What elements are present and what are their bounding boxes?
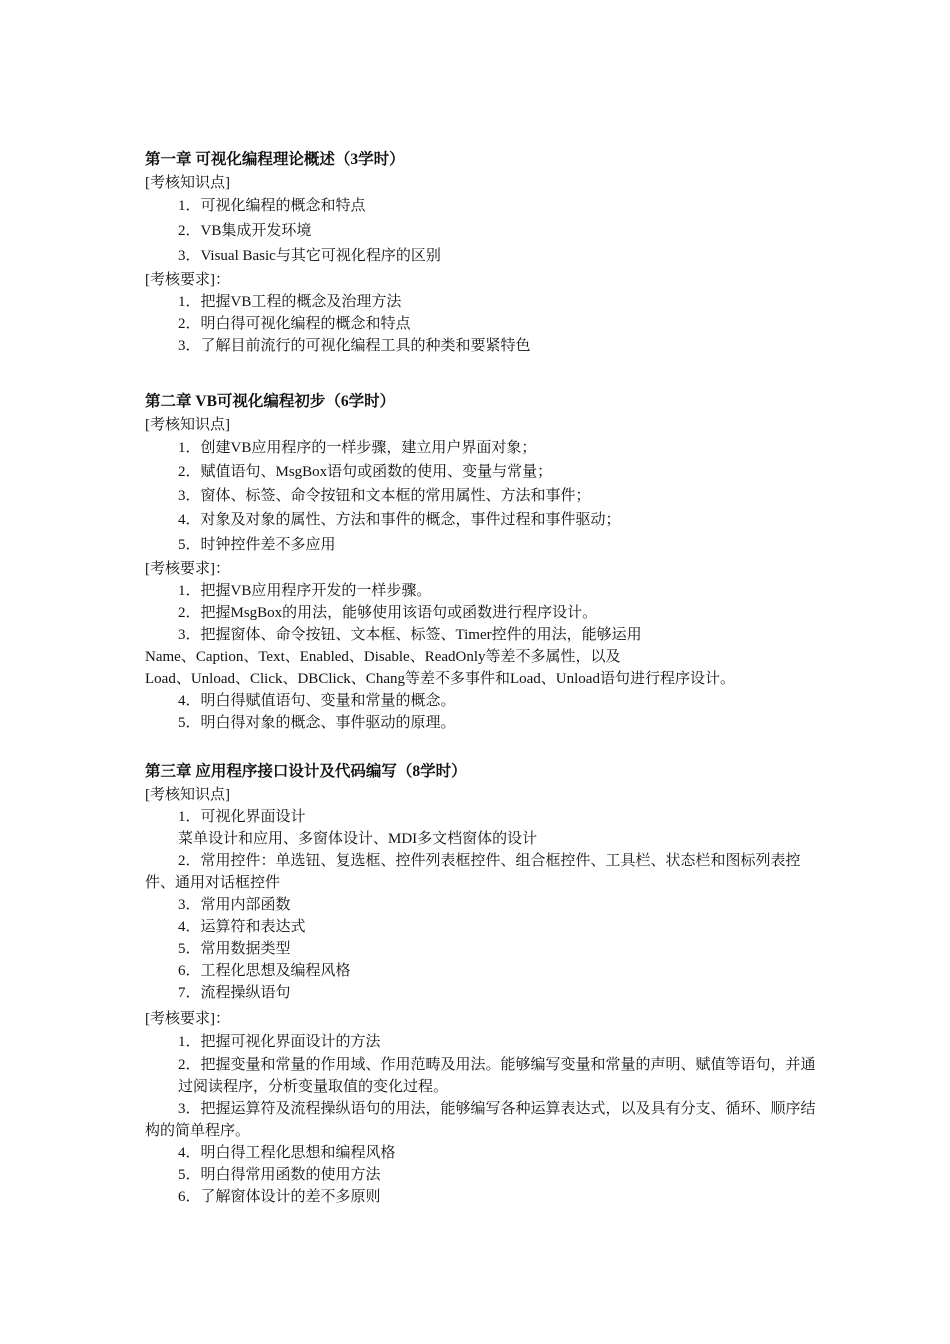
list-item-continuation: Name、Caption、Text、Enabled、Disable、ReadOnly等差不多属性，以及 — [145, 649, 621, 665]
list-item: 4．明白得工程化思想和编程风格 — [178, 1145, 396, 1161]
list-item: 3．把握运算符及流程操纵语句的用法，能够编写各种运算表达式，以及具有分支、循环、顺序结构的简单程序。 — [145, 1101, 816, 1139]
list-item: 2．把握变量和常量的作用域、作用范畴及用法。能够编写变量和常量的声明、赋值等语句，并通过阅读程序，分析变量取值的变化过程。 — [178, 1057, 816, 1095]
list-item-continuation: Load、Unload、Click、DBClick、Chang等差不多事件和Load、Unload语句进行程序设计。 — [145, 671, 735, 687]
chapter-3 — [145, 760, 825, 1208]
requirements-label: [考核要求]： — [145, 1011, 230, 1027]
list-item: 2．常用控件：单选钮、复选框、控件列表框控件、组合框控件、工具栏、状态栏和图标列表控件、通用对话框控件 — [145, 853, 801, 891]
list-item: 5．常用数据类型 — [178, 941, 291, 957]
chapter-1 — [145, 148, 825, 357]
list-item: 5．时钟控件差不多应用 — [178, 537, 336, 553]
chapter-2 — [145, 390, 825, 734]
list-item: 5．明白得常用函数的使用方法 — [178, 1167, 381, 1183]
requirements-label: [考核要求]： — [145, 561, 230, 577]
list-item: 1．把握VB应用程序开发的一样步骤。 — [178, 583, 432, 599]
list-item: 1．把握VB工程的概念及治理方法 — [178, 294, 402, 310]
knowledge-label: [考核知识点] — [145, 417, 230, 433]
list-item: 2．明白得可视化编程的概念和特点 — [178, 316, 411, 332]
list-item: 1．可视化界面设计 — [178, 809, 306, 825]
list-item: 3．了解目前流行的可视化编程工具的种类和要紧特色 — [178, 338, 531, 354]
requirements-label: [考核要求]： — [145, 272, 230, 288]
list-item: 3．把握窗体、命令按钮、文本框、标签、Timer控件的用法，能够运用 — [178, 627, 642, 643]
list-item-detail: 菜单设计和应用、多窗体设计、MDI多文档窗体的设计 — [178, 831, 538, 847]
list-item: 4．对象及对象的属性、方法和事件的概念，事件过程和事件驱动； — [178, 512, 621, 528]
list-item: 1．创建VB应用程序的一样步骤，建立用户界面对象； — [178, 440, 537, 456]
list-item: 2．赋值语句、MsgBox语句或函数的使用、变量与常量； — [178, 464, 553, 480]
chapter-1-title: 第一章 可视化编程理论概述（3学时） — [145, 151, 405, 168]
list-item: 4．明白得赋值语句、变量和常量的概念。 — [178, 693, 456, 709]
list-item: 3．常用内部函数 — [178, 897, 291, 913]
list-item: 6．了解窗体设计的差不多原则 — [178, 1189, 381, 1205]
list-item: 6．工程化思想及编程风格 — [178, 963, 351, 979]
chapter-3-title: 第三章 应用程序接口设计及代码编写（8学时） — [145, 763, 467, 780]
list-item: 1．把握可视化界面设计的方法 — [178, 1034, 381, 1050]
list-item: 3．Visual Basic与其它可视化程序的区别 — [178, 248, 441, 264]
list-item: 2．VB集成开发环境 — [178, 223, 312, 239]
list-item: 2．把握MsgBox的用法，能够使用该语句或函数进行程序设计。 — [178, 605, 598, 621]
list-item: 4．运算符和表达式 — [178, 919, 306, 935]
list-item: 7．流程操纵语句 — [178, 985, 291, 1001]
knowledge-label: [考核知识点] — [145, 175, 230, 191]
list-item: 5．明白得对象的概念、事件驱动的原理。 — [178, 715, 456, 731]
knowledge-label: [考核知识点] — [145, 787, 230, 803]
list-item: 1．可视化编程的概念和特点 — [178, 198, 366, 214]
list-item: 3．窗体、标签、命令按钮和文本框的常用属性、方法和事件； — [178, 488, 591, 504]
chapter-2-title: 第二章 VB可视化编程初步（6学时） — [145, 393, 396, 410]
